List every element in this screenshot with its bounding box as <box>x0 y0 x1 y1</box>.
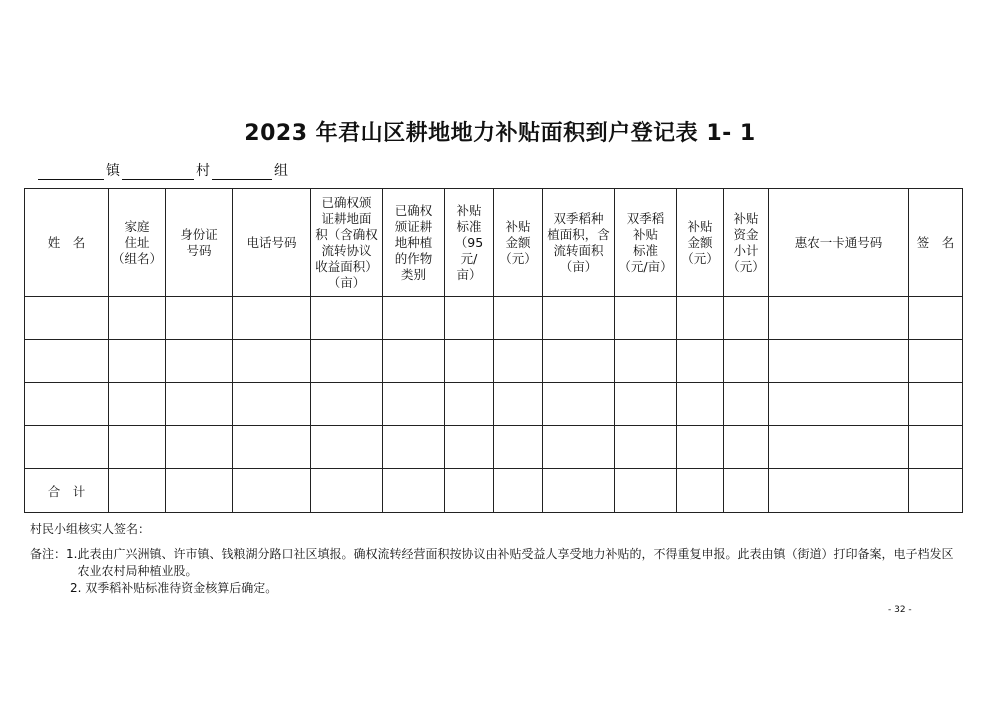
table-cell <box>724 340 769 383</box>
note-label: 备注：1. <box>30 547 78 561</box>
header-certified-area: 已确权颁 证耕地面 积（含确权 流转协议 收益面积） （亩） <box>311 189 383 297</box>
table-row <box>25 426 963 469</box>
table-cell <box>543 297 615 340</box>
table-cell <box>769 383 909 426</box>
table-body <box>25 297 963 513</box>
notes <box>30 546 957 597</box>
table-cell <box>615 297 677 340</box>
town-label: 镇 <box>106 163 120 179</box>
table-row <box>25 297 963 340</box>
table-cell <box>25 426 109 469</box>
table-cell <box>724 426 769 469</box>
group-blank <box>212 165 272 180</box>
table-cell <box>445 383 494 426</box>
table-cell <box>494 469 543 513</box>
table-row <box>25 340 963 383</box>
table-cell <box>769 340 909 383</box>
table-cell <box>311 297 383 340</box>
table-cell <box>494 340 543 383</box>
header-subsidy-rate: 补贴 标准 （95 元/ 亩） <box>445 189 494 297</box>
table-cell <box>724 383 769 426</box>
table-cell <box>769 426 909 469</box>
table-cell <box>311 426 383 469</box>
table-cell <box>724 469 769 513</box>
total-row <box>25 469 963 513</box>
table-cell <box>166 383 233 426</box>
table-cell <box>769 297 909 340</box>
table-cell <box>677 297 724 340</box>
table-cell <box>166 469 233 513</box>
table-cell <box>769 469 909 513</box>
table-cell <box>383 340 445 383</box>
document-title: 2023 年君山区耕地地力补贴面积到户登记表 1- 1 <box>244 121 756 146</box>
table-cell <box>909 340 963 383</box>
header-double-rice-rate: 双季稻 补贴 标准 （元/亩） <box>615 189 677 297</box>
table-cell <box>615 469 677 513</box>
table-cell <box>166 340 233 383</box>
table-cell <box>109 383 166 426</box>
village-blank <box>122 165 194 180</box>
group-label: 组 <box>274 163 288 179</box>
table-cell <box>109 469 166 513</box>
table-cell <box>25 340 109 383</box>
table-cell <box>383 426 445 469</box>
table-cell <box>543 426 615 469</box>
header-card-number: 惠农一卡通号码 <box>769 189 909 297</box>
table-cell <box>494 426 543 469</box>
table-cell <box>25 383 109 426</box>
table-cell <box>543 383 615 426</box>
note-item-2: 2. 双季稻补贴标准待资金核算后确定。 <box>70 581 278 595</box>
village-label: 村 <box>196 163 210 179</box>
header-subtotal: 补贴 资金 小计 （元） <box>724 189 769 297</box>
table-cell <box>909 383 963 426</box>
table-cell <box>615 340 677 383</box>
table-cell <box>445 297 494 340</box>
header-subsidy-amount: 补贴 金额 （元） <box>494 189 543 297</box>
header-name: 姓 名 <box>25 189 109 297</box>
table-cell <box>494 383 543 426</box>
note-item-1 <box>30 546 957 580</box>
header-row <box>25 189 963 297</box>
table-cell <box>233 383 311 426</box>
table-cell <box>445 426 494 469</box>
table-cell <box>677 383 724 426</box>
table-cell <box>724 297 769 340</box>
table-cell <box>543 469 615 513</box>
table-cell <box>233 469 311 513</box>
registration-table <box>24 188 963 513</box>
table-cell <box>677 469 724 513</box>
table-cell <box>233 340 311 383</box>
town-blank <box>38 165 104 180</box>
verifier-signature-line: 村民小组核实人签名： <box>30 522 151 536</box>
table-cell <box>909 426 963 469</box>
table-cell <box>109 297 166 340</box>
table-cell <box>615 383 677 426</box>
header-phone: 电话号码 <box>233 189 311 297</box>
table-cell <box>543 340 615 383</box>
table-cell <box>166 297 233 340</box>
table-cell <box>909 469 963 513</box>
table-row <box>25 383 963 426</box>
header-double-rice-area: 双季稻种 植面积，含 流转面积 （亩） <box>543 189 615 297</box>
table-cell <box>383 469 445 513</box>
table-cell <box>383 383 445 426</box>
table-cell <box>677 340 724 383</box>
table-cell <box>233 297 311 340</box>
table-cell <box>311 340 383 383</box>
table-cell <box>909 297 963 340</box>
table-cell <box>311 469 383 513</box>
table-cell <box>25 297 109 340</box>
location-line <box>38 160 290 180</box>
note-1-text: 此表由广兴洲镇、许市镇、钱粮湖分路口社区填报。确权流转经营面积按协议由补贴受益人享受地力补贴的，不得重复申报。此表由镇（街道）打印备案，电子档发区农业农村局种植业股。 <box>77 547 954 578</box>
table-cell <box>311 383 383 426</box>
header-double-rice-amount: 补贴 金额 （元） <box>677 189 724 297</box>
table-cell <box>166 426 233 469</box>
header-signature: 签 名 <box>909 189 963 297</box>
table-cell <box>615 426 677 469</box>
table-cell <box>109 426 166 469</box>
table-cell <box>445 469 494 513</box>
table-cell <box>494 297 543 340</box>
table-cell <box>109 340 166 383</box>
table-cell <box>677 426 724 469</box>
total-label: 合 计 <box>25 469 109 513</box>
table-cell <box>445 340 494 383</box>
page-number: - 32 - <box>888 605 912 615</box>
table-cell <box>233 426 311 469</box>
header-id-number: 身份证 号码 <box>166 189 233 297</box>
table-cell <box>383 297 445 340</box>
header-crop-type: 已确权 颁证耕 地种植 的作物 类别 <box>383 189 445 297</box>
header-address: 家庭 住址 （组名） <box>109 189 166 297</box>
